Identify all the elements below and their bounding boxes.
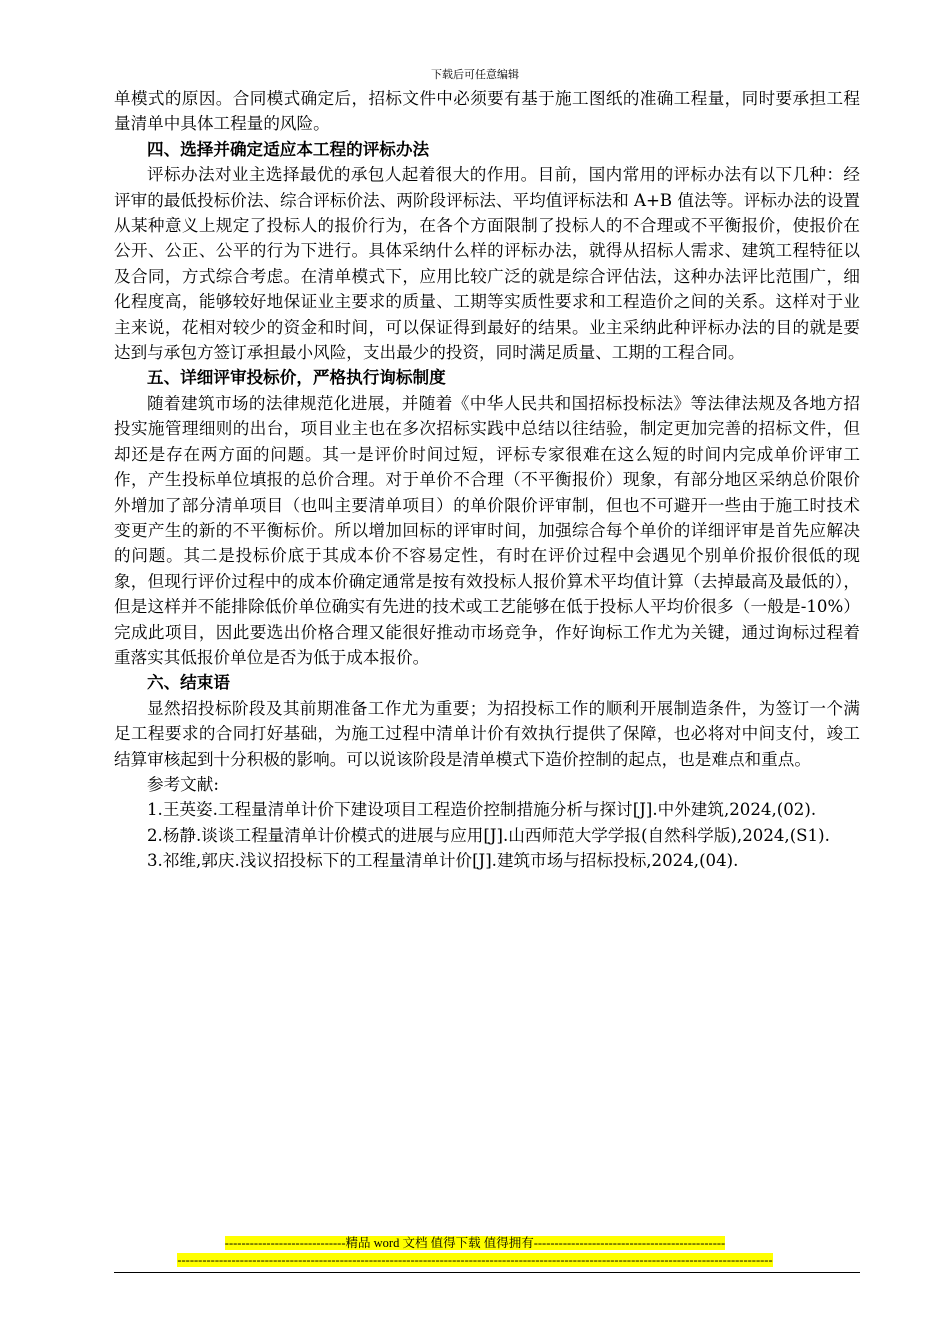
reference-item: 3.祁维,郭庆.浅议招投标下的工程量清单计价[J].建筑市场与招标投标,2024,(04). — [147, 851, 739, 871]
document-body — [114, 86, 860, 874]
footer-dashes: ----------------------------------------------------------------------------------------------------------------------------------------------- — [177, 1253, 773, 1267]
paragraph: 单模式的原因。合同模式确定后，招标文件中必须要有基于施工图纸的准确工程量，同时要承担工程量清单中具体工程量的风险。 — [114, 89, 860, 134]
reference-item: 1.王英姿.工程量清单计价下建设项目工程造价控制措施分析与探讨[J].中外建筑,2024,(02). — [147, 800, 817, 820]
footer-rule — [114, 1272, 860, 1273]
paragraph: 评标办法对业主选择最优的承包人起着很大的作用。目前，国内常用的评标办法有以下几种：经评审的最低投标价法、综合评标价法、两阶段评标法、平均值评标法和 A+B 值法等。评标办法的设置从某种意义上规定了投标人的报价行为，在各个方面限制了投标人的不合理或不平衡报价，使报价在公开、公正、公平的行为下进行。具体采纳什么样的评标办法，就得从招标人需求、建筑工程特征以及合同，方式综合考虑。在清单模式下，应用比较广泛的就是综合评估法，这种办法评比范围广，细化程度高，能够较好地保证业主要求的质量、工期等实质性要求和工程造价之间的关系。这样对于业主来说，花相对较少的资金和时间，可以保证得到最好的结果。业主采纳此种评标办法的目的就是要达到与承包方签订承担最小风险，支出最少的投资，同时满足质量、工期的工程合同。 — [114, 165, 860, 363]
page-footer — [0, 1235, 950, 1269]
section-heading: 四、选择并确定适应本工程的评标办法 — [147, 138, 430, 159]
reference-item: 2.杨静.谈谈工程量清单计价模式的进展与应用[J].山西师范大学学报(自然科学版),2024,(S1). — [147, 825, 830, 845]
references-label: 参考文献: — [147, 774, 219, 794]
paragraph: 显然招投标阶段及其前期准备工作尤为重要；为招投标工作的顺利开展制造条件，为签订一个满足工程要求的合同打好基础，为施工过程中清单计价有效执行提供了保障，也必将对中间支付，竣工结算审核起到十分积极的影响。可以说该阶段是清单模式下造价控制的起点，也是难点和重点。 — [114, 698, 860, 769]
section-heading: 六、结束语 — [147, 672, 230, 693]
page-header: 下载后可任意编辑 — [431, 68, 519, 81]
paragraph: 随着建筑市场的法律规范化进展，并随着《中华人民共和国招标投标法》等法律法规及各地方招投实施管理细则的出台，项目业主也在多次招标实践中总结以往结验，制定更加完善的招标文件，但却还是存在两方面的问题。其一是评价时间过短，评标专家很难在这么短的时间内完成单价评审工作，产生投标单位填报的总价合理。对于单价不合理（不平衡报价）现象，有部分地区采纳总价限价外增加了部分清单项目（也叫主要清单项目）的单价限价评审制，但也不可避开一些由于施工时技术变更产生的新的不平衡标价。所以增加回标的评审时间，加强综合每个单价的详细评审是首先应解决的问题。其二是投标价底于其成本价不容易定性，有时在评价过程中会遇见个别单价报价很低的现象，但现行评价过程中的成本价确定通常是按有效投标人报价算术平均值计算（去掉最高及最低的），但是这样并不能排除低价单位确实有先进的技术或工艺能够在低于投标人平均价很多（一般是-10%）完成此项目，因此要选出价格合理又能很好推动市场竞争，作好询标工作尤为关键，通过询标过程着重落实其低报价单位是否为低于成本报价。 — [114, 393, 860, 667]
section-heading: 五、详细评审投标价，严格执行询标制度 — [147, 367, 446, 388]
footer-banner: -----------------------------精品 word 文档 值得下载 值得拥有---------------------------------------------- — [224, 1236, 726, 1250]
